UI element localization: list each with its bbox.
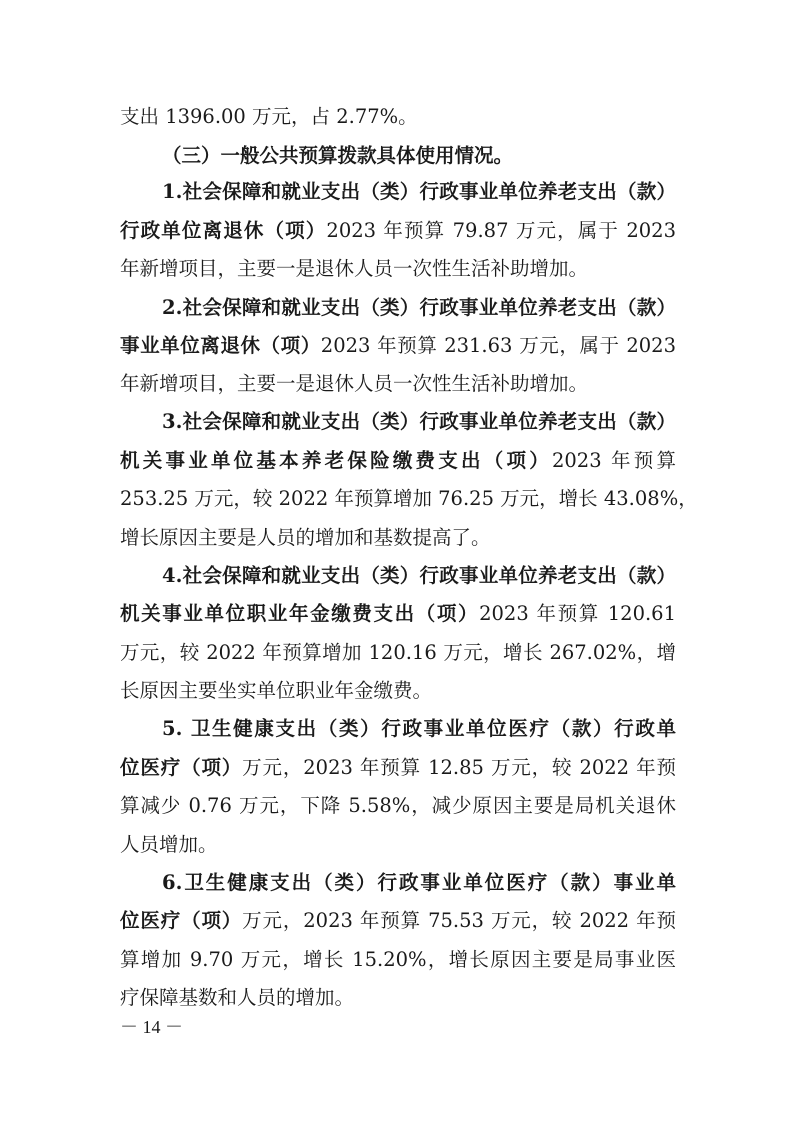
text-run-bold: 5. 卫生健康支出（类）行政事业单位医疗（款）行政单 (162, 717, 676, 740)
text-run-bold: 位医疗（项） (120, 756, 243, 779)
item-1-line-1 (162, 172, 676, 212)
text-run: 2023 年预算 231.63 万元，属于 2023 (320, 334, 676, 357)
text-run-bold: 位医疗（项） (120, 909, 243, 932)
item-5-line-1 (162, 709, 676, 749)
section-heading (162, 136, 676, 176)
text-run: 算减少 0.76 万元，下降 5.58%，减少原因主要是局机关退休 (120, 794, 676, 817)
item-6-line-3 (120, 940, 676, 980)
text-run-bold: 4.社会保障和就业支出（类）行政事业单位养老支出（款） (162, 564, 676, 587)
text-run: 2023 年预算 79.87 万元，属于 2023 (326, 219, 676, 242)
item-2-line-1 (162, 288, 676, 328)
item-4-line-1 (162, 556, 676, 596)
item-3-line-1 (162, 402, 676, 442)
text-run-bold: 事业单位离退休（项） (120, 334, 321, 357)
item-1-line-3 (120, 249, 676, 289)
item-2-line-3 (120, 364, 676, 404)
item-5-line-4 (120, 825, 676, 865)
text-run-bold: 3.社会保障和就业支出（类）行政事业单位养老支出（款） (162, 410, 676, 433)
text-run: 2023 年预算 (551, 449, 676, 472)
text-run-bold: 6.卫生健康支出（类）行政事业单位医疗（款）事业单 (162, 871, 676, 894)
text-run-bold: 机关事业单位职业年金缴费支出（项） (120, 602, 480, 625)
item-4-line-4 (120, 671, 676, 711)
item-6-line-1 (162, 863, 676, 903)
text-run: 万元，较 2022 年预算增加 120.16 万元，增长 267.02%，增 (120, 641, 676, 664)
item-5-line-3 (120, 786, 676, 826)
text-run: 万元，2023 年预算 75.53 万元，较 2022 年预 (242, 909, 676, 932)
item-1-line-2 (120, 211, 676, 251)
item-3-line-3 (120, 479, 698, 519)
text-run-bold: 行政单位离退休（项） (120, 219, 327, 242)
text-run: 长原因主要坐实单位职业年金缴费。 (120, 679, 433, 702)
text-run-bold: 机关事业单位基本养老保险缴费支出（项） (120, 449, 552, 472)
item-3-line-4 (120, 518, 676, 558)
text-run-bold: 1.社会保障和就业支出（类）行政事业单位养老支出（款） (162, 180, 676, 203)
text-run: 增长原因主要是人员的增加和基数提高了。 (120, 526, 491, 549)
text-run: 万元，2023 年预算 12.85 万元，较 2022 年预 (242, 756, 676, 779)
item-5-line-2 (120, 748, 676, 788)
item-2-line-2 (120, 326, 676, 366)
item-6-line-4 (120, 978, 676, 1018)
text-run-bold: 2.社会保障和就业支出（类）行政事业单位养老支出（款） (162, 296, 676, 319)
text-run: 人员增加。 (120, 833, 218, 856)
item-6-line-2 (120, 901, 676, 941)
item-3-line-2 (120, 441, 676, 481)
page-number: － 14 － (120, 1017, 183, 1037)
item-4-line-2 (120, 594, 676, 634)
text-run: 支出 1396.00 万元，占 2.77%。 (120, 105, 418, 128)
item-4-line-3 (120, 633, 676, 673)
body-line (120, 97, 676, 137)
text-run: 年新增项目，主要一是退休人员一次性生活补助增加。 (120, 372, 589, 395)
text-run: 算增加 9.70 万元，增长 15.20%，增长原因主要是局事业医 (120, 948, 676, 971)
text-run: 253.25 万元，较 2022 年预算增加 76.25 万元，增长 43.08%， (120, 487, 698, 510)
text-run: 年新增项目，主要一是退休人员一次性生活补助增加。 (120, 257, 589, 280)
text-run: 2023 年预算 120.61 (479, 602, 676, 625)
heading-text: （三）一般公共预算拨款具体使用情况。 (162, 144, 514, 167)
text-run: 疗保障基数和人员的增加。 (120, 986, 355, 1009)
